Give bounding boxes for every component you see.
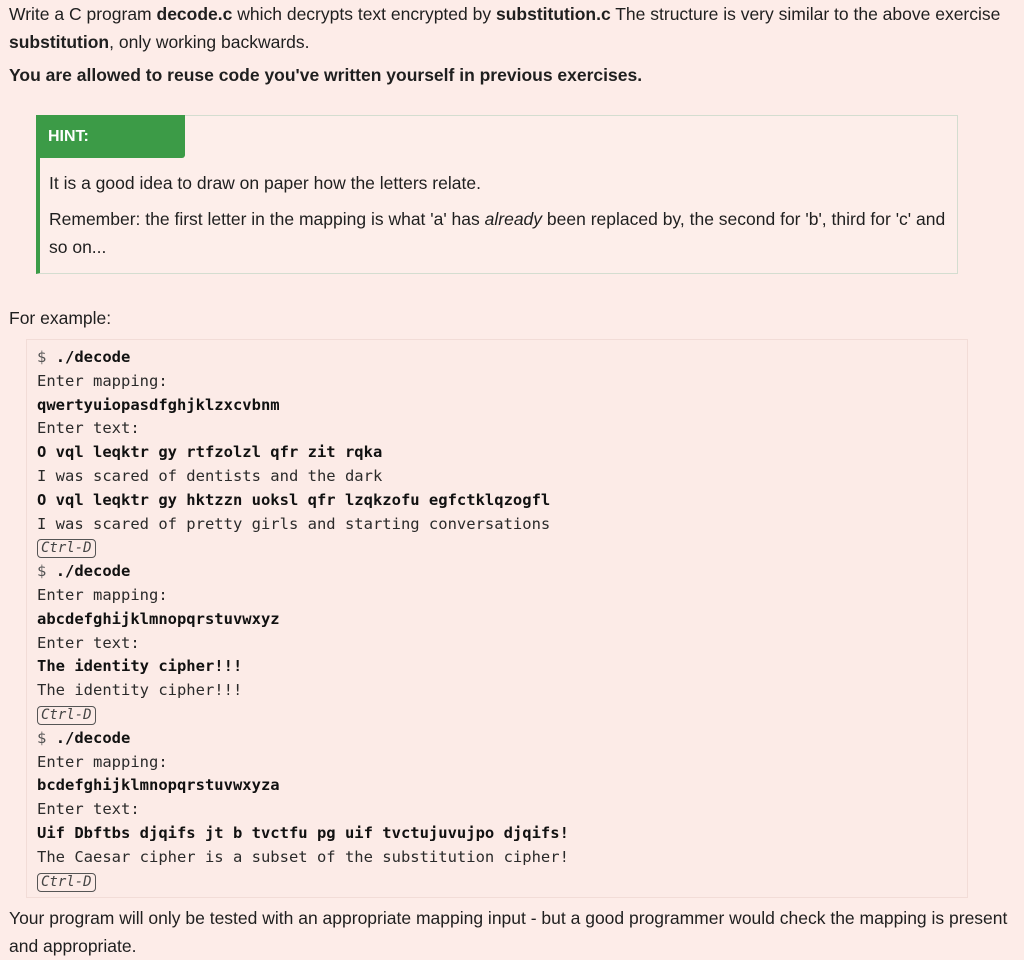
command: ./decode	[55, 348, 131, 366]
prompt-mapping: Enter mapping:	[37, 371, 168, 390]
intro-text: which decrypts text encrypted by	[232, 4, 496, 24]
mapping-input: abcdefghijklmnopqrstuvwxyz	[37, 609, 280, 628]
mapping-input: qwertyuiopasdfghjklzxcvbnm	[37, 395, 280, 414]
cipher-input: O vql leqktr gy hktzzn uoksl qfr lzqkzofu egfctklqzogfl	[37, 490, 551, 509]
hint-paragraph-2	[49, 205, 949, 261]
filename-decode: decode.c	[156, 4, 233, 24]
command: ./decode	[55, 562, 131, 581]
shell-prompt: $	[37, 728, 47, 747]
ctrl-d-line	[37, 703, 967, 727]
ctrl-d-key: Ctrl-D	[37, 706, 96, 725]
hint-emphasis: already	[484, 209, 543, 229]
hint-paragraph-1: It is a good idea to draw on paper how the letters relate.	[49, 173, 481, 193]
ctrl-d-key: Ctrl-D	[37, 873, 96, 892]
shell-prompt: $	[37, 562, 47, 581]
command: ./decode	[55, 728, 131, 747]
prompt-text: Enter text:	[37, 633, 140, 652]
prompt-mapping: Enter mapping:	[37, 752, 168, 771]
command-line	[37, 346, 967, 370]
hint-box	[36, 115, 958, 274]
plain-output: I was scared of pretty girls and starting conversations	[37, 514, 551, 533]
command-line	[37, 560, 967, 584]
exercise-name: substitution	[9, 32, 110, 52]
intro-text: The structure is very similar to the above exercise	[610, 4, 1001, 24]
prompt-text: Enter text:	[37, 419, 140, 438]
intro-paragraph	[9, 0, 1009, 56]
example-code-block	[26, 339, 968, 898]
hint-title: HINT:	[36, 115, 185, 158]
hint-text: been replaced by, the second for 'b', third for 'c' and so on...	[49, 209, 946, 257]
ctrl-d-key: Ctrl-D	[37, 539, 96, 558]
cipher-input: O vql leqktr gy rtfzolzl qfr zit rqka	[37, 443, 383, 462]
hint-text: Remember: the first letter in the mapping is what 'a' has	[49, 209, 485, 229]
shell-prompt: $	[37, 348, 47, 366]
ctrl-d-line	[37, 536, 967, 560]
mapping-input: bcdefghijklmnopqrstuvwxyza	[37, 776, 280, 795]
plain-output: The Caesar cipher is a subset of the substitution cipher!	[37, 847, 569, 866]
intro-text: Write a C program	[9, 4, 157, 24]
cipher-input: Uif Dbftbs djqifs jt b tvctfu pg uif tvctujuvujpo djqifs!	[37, 823, 569, 842]
cipher-input: The identity cipher!!!	[37, 657, 243, 676]
ctrl-d-line	[37, 870, 967, 894]
plain-output: The identity cipher!!!	[37, 681, 243, 700]
filename-substitution: substitution.c	[495, 4, 611, 24]
reuse-note: You are allowed to reuse code you've written yourself in previous exercises.	[9, 65, 643, 85]
prompt-mapping: Enter mapping:	[37, 585, 168, 604]
example-label: For example:	[9, 308, 112, 328]
prompt-text: Enter text:	[37, 800, 140, 819]
command-line	[37, 727, 967, 751]
intro-text: , only working backwards.	[109, 32, 310, 52]
plain-output: I was scared of dentists and the dark	[37, 466, 383, 485]
closing-paragraph: Your program will only be tested with an appropriate mapping input - but a good programmer would check the mapping is present and appropriate.	[9, 908, 1008, 956]
